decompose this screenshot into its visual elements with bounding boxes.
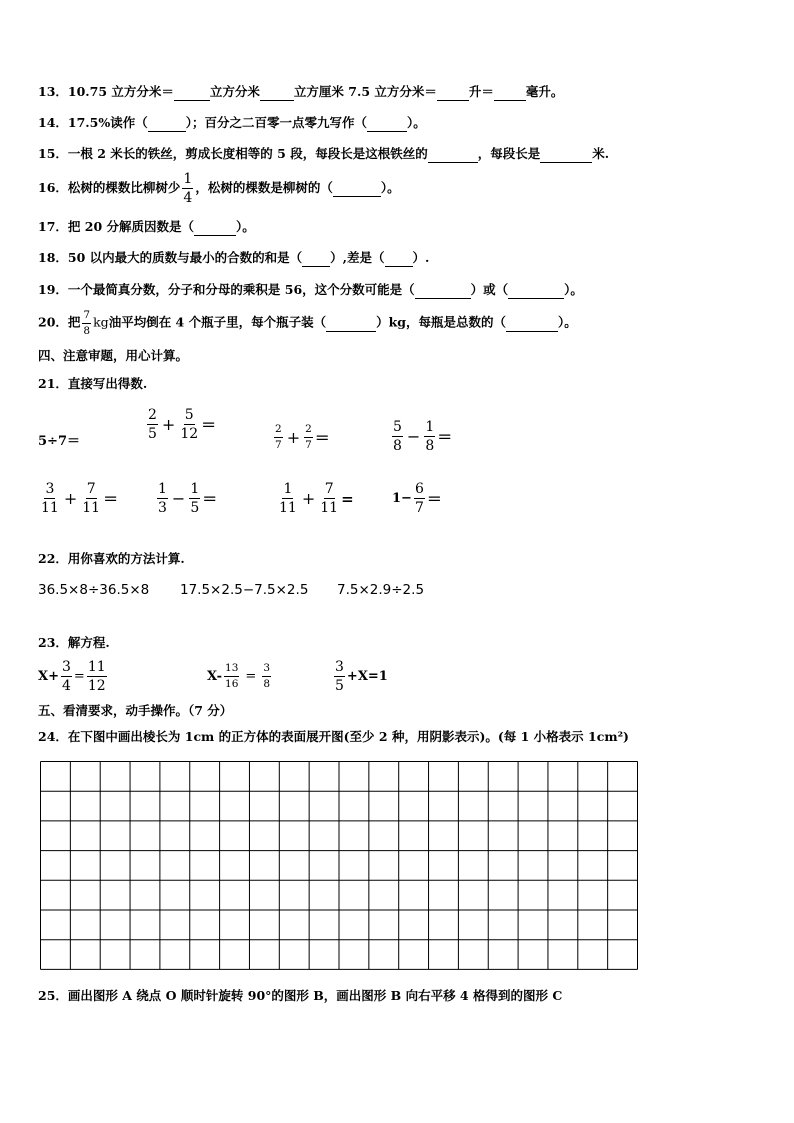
question-25: 25．画出图形 A 绕点 O 顺时针旋转 90°的图形 B，画出图形 B 向右平移 4 格得到的图形 C <box>38 988 563 1003</box>
calc-item: $\frac{3}{11}$ + $\frac{7}{11}$ ＝ <box>41 481 119 516</box>
fraction: $\frac{1}{8}$ <box>425 419 435 454</box>
section-4-heading: 四、注意审题，用心计算。 <box>38 348 189 363</box>
answer-blank[interactable] <box>415 282 471 299</box>
answer-blank[interactable] <box>385 250 413 267</box>
question-14: 14．17.5%读作（ ）；百分之二百零一点零九写作（ ）。 <box>38 115 426 130</box>
fraction: $\frac{5}{8}$ <box>393 419 402 454</box>
expression: 17.5×2.5−7.5×2.5 <box>180 582 309 598</box>
fraction: $\frac{2}{7}$ <box>275 423 282 451</box>
answer-blank[interactable] <box>540 146 592 163</box>
section-5-heading: 五、看清要求，动手操作。（7 分） <box>38 703 233 718</box>
fraction: $\frac{1}{3}$ <box>158 481 167 516</box>
question-22-title: 22．用你喜欢的方法计算. <box>38 551 185 566</box>
answer-blank[interactable] <box>302 250 330 267</box>
answer-blank[interactable] <box>333 180 381 197</box>
fraction: $\frac{6}{7}$ <box>414 481 424 516</box>
answer-blank[interactable] <box>194 219 236 236</box>
fraction: $\frac{3}{11}$ <box>41 481 59 516</box>
fraction: $\frac{1}{4}$ <box>183 171 193 206</box>
fraction: $\frac{1}{11}$ <box>279 481 297 516</box>
answer-blank[interactable] <box>148 115 186 132</box>
calc-item: 1− $\frac{6}{7}$ ＝ <box>392 481 442 516</box>
answer-blank[interactable] <box>494 84 526 101</box>
fraction: $\frac{3}{5}$ <box>335 659 344 694</box>
answer-blank[interactable] <box>367 115 407 132</box>
question-21-title: 21．直接写出得数. <box>38 376 148 391</box>
fraction: $\frac{7}{8}$ <box>83 309 91 337</box>
expression: 7.5×2.9÷2.5 <box>337 582 425 598</box>
equation: X- $\frac{13}{16}$ = $\frac{3}{8}$ <box>207 662 270 690</box>
question-17: 17．把 20 分解质因数是（ ）。 <box>38 219 255 234</box>
equation: X+ $\frac{3}{4}$ = $\frac{11}{12}$ <box>38 659 106 694</box>
fraction: $\frac{11}{12}$ <box>87 659 106 694</box>
calc-item: $\frac{2}{5}$ + $\frac{5}{12}$ ＝ <box>148 407 217 442</box>
question-24: 24．在下图中画出棱长为 1cm 的正方体的表面展开图(至少 2 种，用阴影表示)。(每 1 小格表示 1cm²) <box>38 729 629 744</box>
answer-blank[interactable] <box>428 146 478 163</box>
calc-item: $\frac{5}{8}$ − $\frac{1}{8}$ ＝ <box>393 419 453 454</box>
fraction: $\frac{2}{5}$ <box>148 407 157 442</box>
fraction: $\frac{7}{11}$ <box>82 481 101 516</box>
question-18: 18．50 以内最大的质数与最小的合数的和是（ ）,差是（ ）. <box>38 250 430 265</box>
question-23-title: 23．解方程. <box>38 635 110 650</box>
fraction: $\frac{2}{7}$ <box>305 423 312 451</box>
answer-blank[interactable] <box>437 84 469 101</box>
question-20: 20．把 $\frac{7}{8}$ kg油平均倒在 4 个瓶子里，每个瓶子装（ ）kg，每瓶是总数的（ ）。 <box>38 309 577 337</box>
question-16: 16．松树的棵数比柳树少 $\frac{1}{4}$ ，松树的棵数是柳树的（ ）。 <box>38 171 400 206</box>
question-13: 13．10.75 立方分米＝ 立方分米 立方厘米 7.5 立方分米＝ 升＝ 毫升。 <box>38 84 564 99</box>
calc-item: $\frac{1}{11}$ + $\frac{7}{11}$ = <box>279 481 354 516</box>
fraction: $\frac{3}{8}$ <box>263 662 270 690</box>
answer-blank[interactable] <box>326 315 376 332</box>
answer-blank[interactable] <box>174 84 210 101</box>
question-15: 15．一根 2 米长的铁丝，剪成长度相等的 5 段，每段长是这根铁丝的 ，每段长是 米. <box>38 146 610 161</box>
fraction: $\frac{1}{5}$ <box>190 481 200 516</box>
fraction: $\frac{13}{16}$ <box>225 662 239 690</box>
calc-item: $\frac{1}{3}$ − $\frac{1}{5}$ ＝ <box>158 481 218 516</box>
fraction: $\frac{7}{11}$ <box>320 481 339 516</box>
answer-blank[interactable] <box>508 282 564 299</box>
calc-item: $\frac{2}{7}$ + $\frac{2}{7}$ ＝ <box>275 423 330 451</box>
answer-blank[interactable] <box>506 315 558 332</box>
equation: $\frac{3}{5}$ +X=1 <box>335 659 388 694</box>
calc-item: 5÷7＝ <box>38 434 80 449</box>
square-grid[interactable] <box>40 761 640 971</box>
expression: 36.5×8÷36.5×8 <box>38 582 150 598</box>
fraction: $\frac{5}{12}$ <box>180 407 199 442</box>
question-19: 19．一个最简真分数，分子和分母的乘积是 56，这个分数可能是（ ）或（ ）。 <box>38 282 583 297</box>
answer-blank[interactable] <box>260 84 294 101</box>
fraction: $\frac{3}{4}$ <box>61 659 71 694</box>
